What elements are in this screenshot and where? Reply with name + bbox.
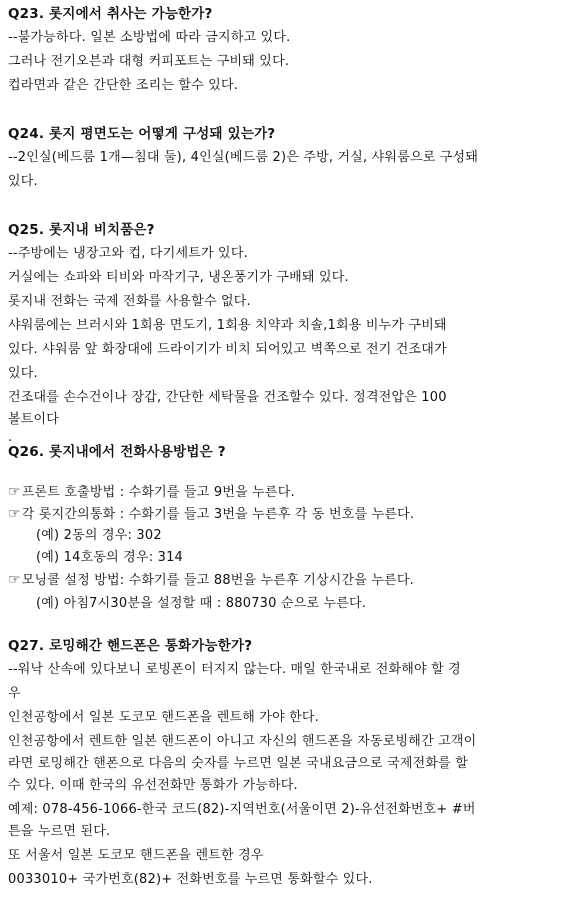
q24-line-1: --2인실(베드룸 1개—침대 둘), 4인실(베드룸 2)은 주방, 거실, 샤워룸으로 구성돼 [8,150,479,165]
q27-line-6: 수 있다. 이때 한국의 유선전화만 통화가 가능하다. [8,778,298,793]
q25-line-5: 있다. 샤워룸 앞 화장대에 드라이기가 비치 되어있고 벽쪽으로 전기 건조대가 [8,342,447,357]
q25-title: Q25. 롯지내 비치품은? [8,222,155,238]
q27-line-7: 예제: 078-456-1066-한국 코드(82)-지역번호(서울이면 2)-유선전화번호+ #버 [8,802,476,817]
q23-line-3: 컵라면과 같은 간단한 조리는 할수 있다. [8,78,239,93]
pointing-hand-icon: ☞ [8,484,21,500]
q27-line-10: 0033010+ 국가번호(82)+ 전화번호를 누르면 통화할수 있다. [8,872,373,887]
q27-line-4: 인천공항에서 렌트한 일본 핸드폰이 아니고 자신의 핸드폰을 자동로빙해간 고객이 [8,734,477,749]
q25-line-2: 거실에는 쇼파와 티비와 마작기구, 냉온풍기가 구배돼 있다. [8,270,349,285]
q27-line-1: --워낙 산속에 있다보니 로빙폰이 터지지 않는다. 매일 한국내로 전화해야 할 경 [8,662,461,677]
q26-title: Q26. 롯지내에서 전화사용방법은 ? [8,444,226,460]
q27-title: Q27. 로밍해간 핸드폰은 통화가능한가? [8,638,253,654]
pointing-hand-icon: ☞ [8,506,21,522]
q25-line-4: 샤워룸에는 브러시와 1회용 면도기, 1회용 치약과 치솔,1회용 비누가 구비돼 [8,318,447,333]
q26-morning-example: (예) 아침7시30분을 설정할 때 : 880730 순으로 누른다. [36,596,367,611]
q26-example-1: (예) 2동의 경우: 302 [36,528,162,543]
q26-item-lodge-call-text: 각 롯지간의통화 : 수화기를 들고 3번을 누른후 각 동 번호를 누른다. [21,507,415,522]
q27-line-3: 인천공항에서 일본 도코모 핸드폰을 렌트해 가야 한다. [8,710,320,725]
q25-line-9: . [8,430,13,445]
q26-item-front [8,484,295,501]
pointing-hand-icon: ☞ [8,572,21,588]
q24-title: Q24. 롯지 평면도는 어떻게 구성돼 있는가? [8,126,276,142]
q23-title: Q23. 롯지에서 취사는 가능한가? [8,6,213,22]
q24-line-2: 있다. [8,174,38,189]
q26-item-lodge-call [8,506,414,523]
q25-line-8: 볼트이다 [8,412,60,427]
q26-item-morning-call [8,572,414,589]
q27-line-2: 우 [8,686,21,701]
q25-line-3: 롯지내 전화는 국제 전화를 사용할수 없다. [8,294,251,309]
q26-item-front-text: 프론트 호출방법 : 수화기를 들고 9번을 누른다. [21,485,295,500]
q23-line-2: 그러나 전기오븐과 대형 커피포트는 구비돼 있다. [8,54,290,69]
q25-line-1: --주방에는 냉장고와 컵, 다기세트가 있다. [8,246,248,261]
q27-line-5: 라면 로밍해간 핸폰으로 다음의 숫자를 누르면 일본 국내요금으로 국제전화를 할 [8,756,469,771]
q27-line-8: 튼을 누르면 된다. [8,824,111,839]
q25-line-7: 건조대를 손수건이나 장갑, 간단한 세탁물을 건조할수 있다. 정격전압은 100 [8,390,447,405]
q26-morning-call-text: 모닝콜 설정 방법: 수화기를 들고 88번을 누른후 기상시간을 누른다. [21,573,414,588]
q23-line-1: --불가능하다. 일본 소방법에 따라 금지하고 있다. [8,30,291,45]
q26-example-2: (예) 14호동의 경우: 314 [36,550,184,565]
q27-line-9: 또 서울서 일본 도코모 핸드폰을 렌트한 경우 [8,848,264,863]
q25-line-6: 있다. [8,366,38,381]
